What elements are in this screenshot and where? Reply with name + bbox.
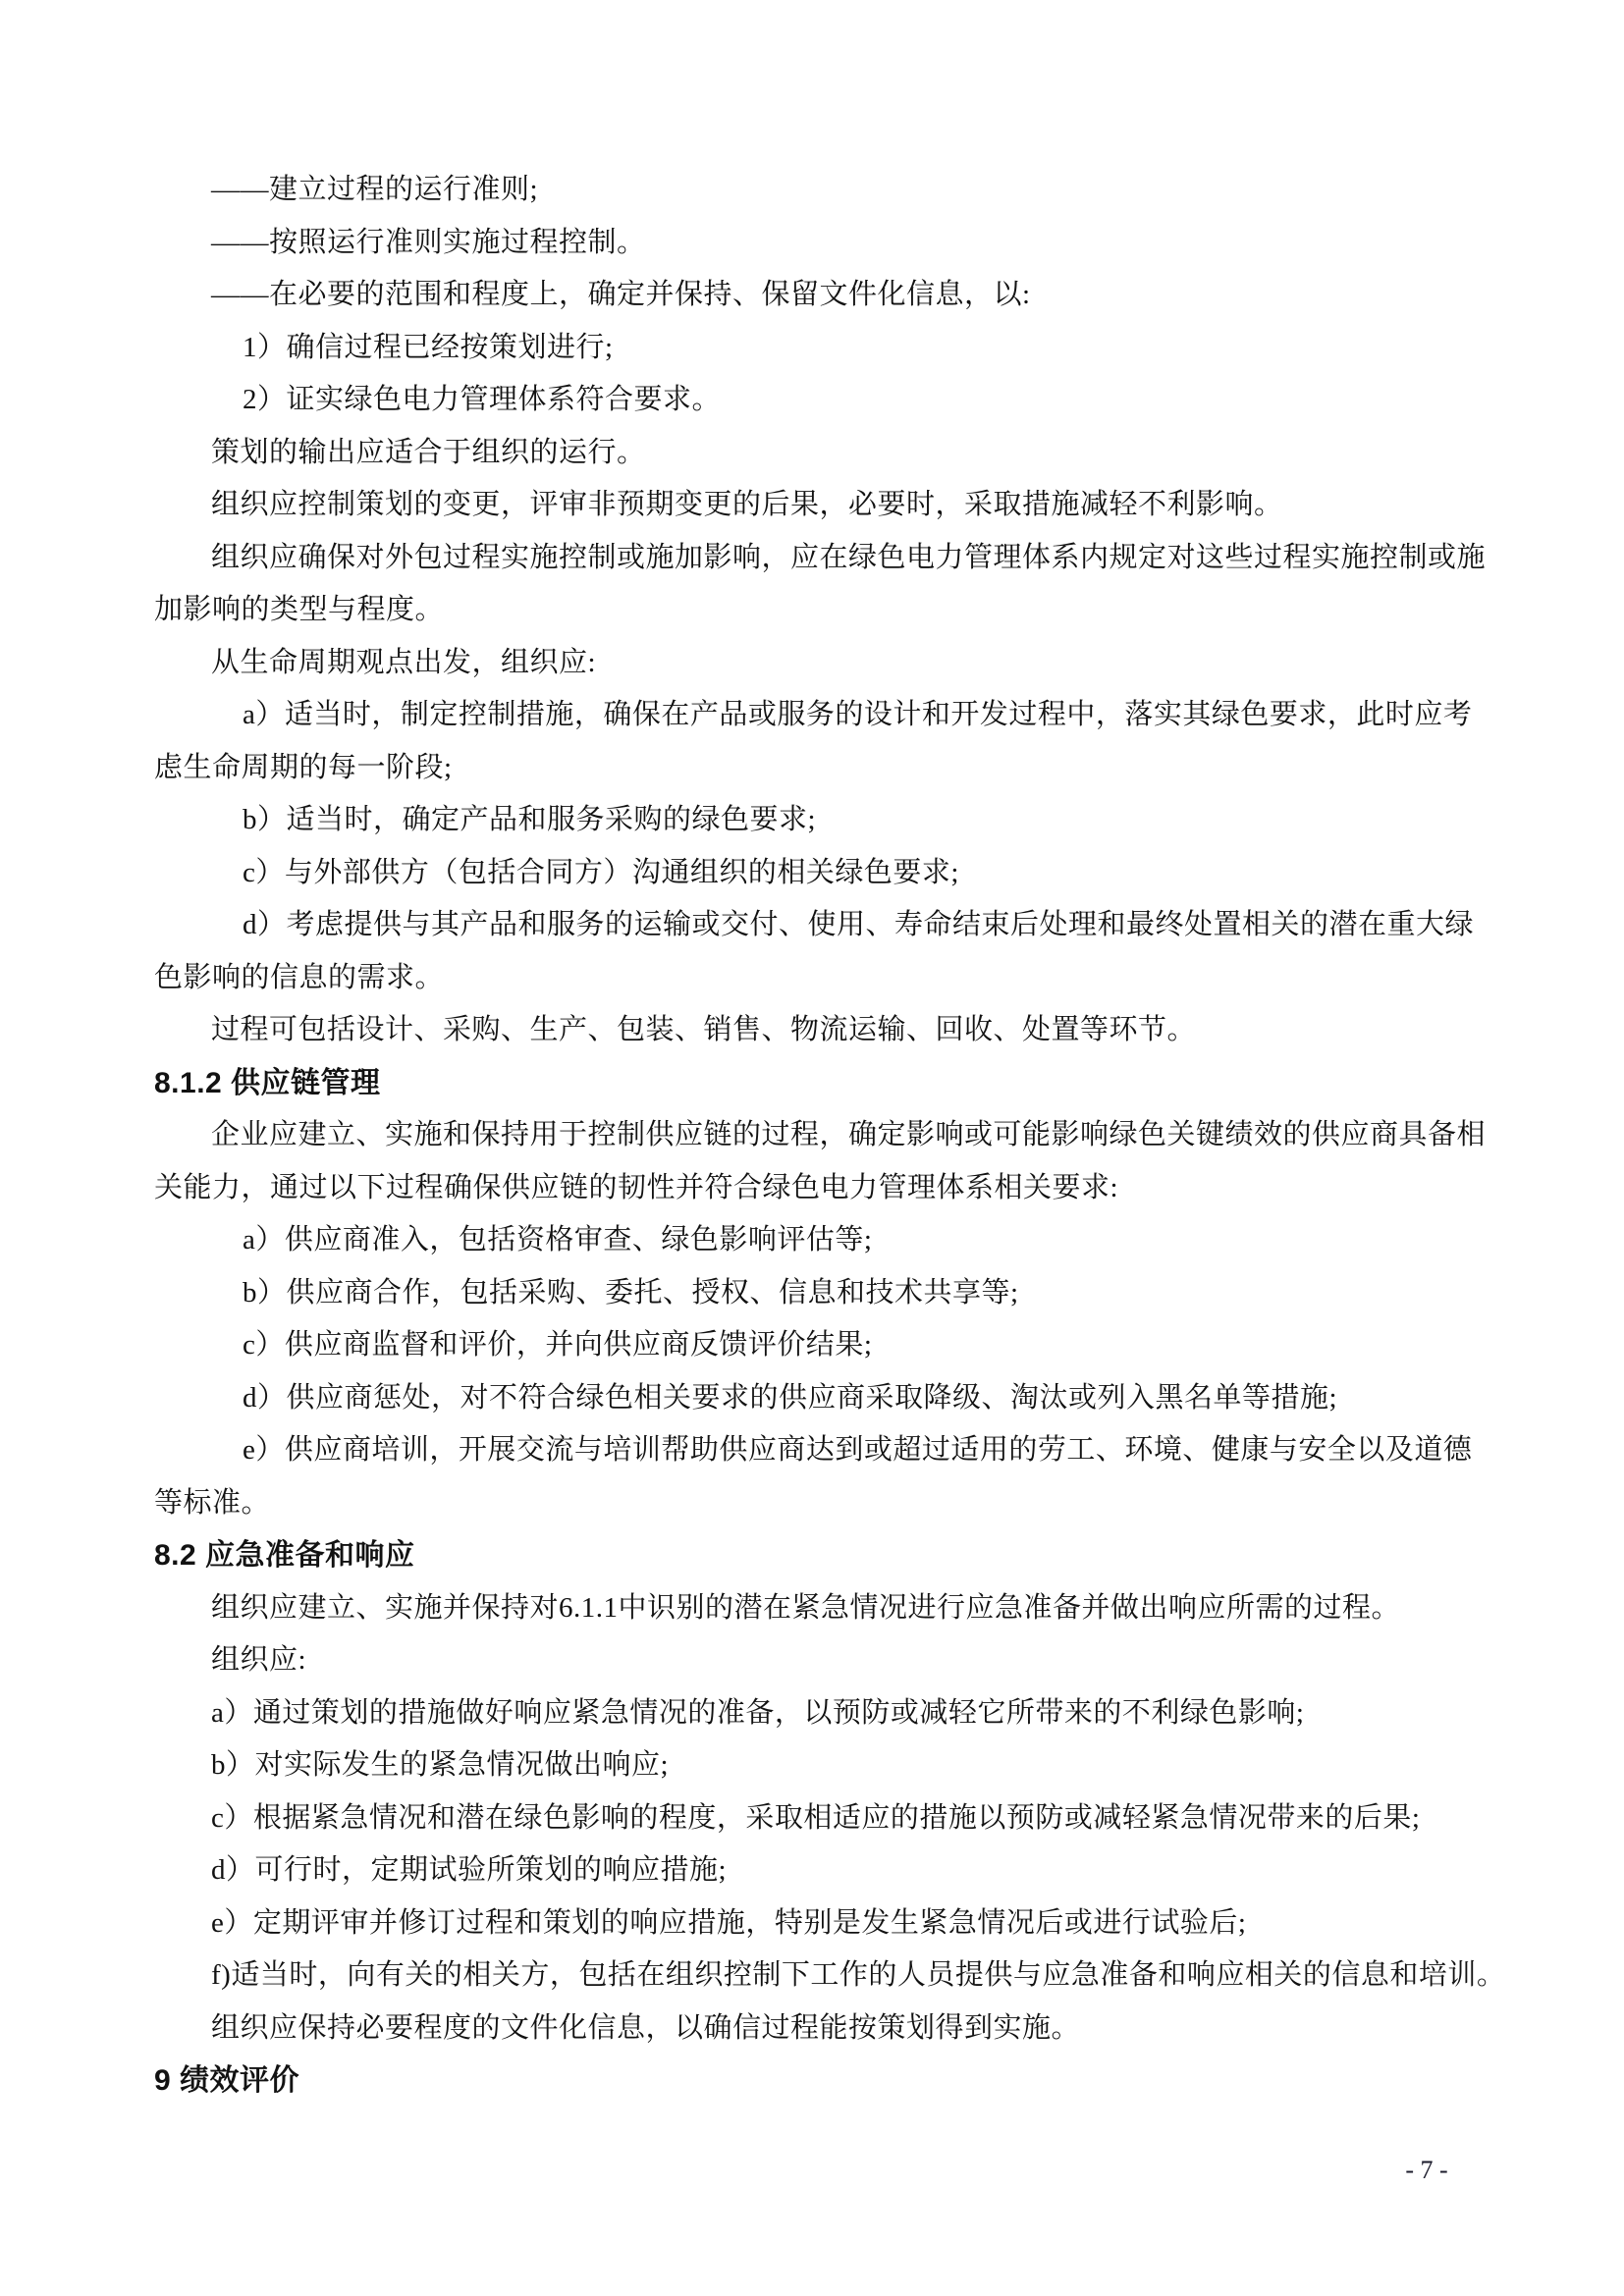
section-heading: 8.2 应急准备和响应 [154,1539,415,1572]
text-line: 组织应控制策划的变更，评审非预期变更的后果，必要时，采取措施减轻不利影响。 [211,489,1283,520]
text-line: 色影响的信息的需求。 [154,961,445,993]
text-line: 关能力，通过以下过程确保供应链的韧性并符合绿色电力管理体系相关要求: [154,1171,1119,1203]
text-line: 虑生命周期的每一阶段; [154,751,453,783]
text-line: 组织应: [211,1644,307,1676]
text-line: b）供应商合作，包括采购、委托、授权、信息和技术共享等; [243,1276,1019,1308]
text-line: a）供应商准入，包括资格审查、绿色影响评估等; [243,1224,873,1255]
text-line: ——建立过程的运行准则; [211,174,539,205]
text-line: f)适当时，向有关的相关方，包括在组织控制下工作的人员提供与应急准备和响应相关的信息和培训。 [211,1959,1506,1991]
text-line: e）供应商培训，开展交流与培训帮助供应商达到或超过适用的劳工、环境、健康与安全以及道德 [243,1434,1473,1466]
text-line: c）与外部供方（包括合同方）沟通组织的相关绿色要求; [243,856,959,888]
text-line: 加影响的类型与程度。 [154,594,445,625]
text-line: 组织应保持必要程度的文件化信息，以确信过程能按策划得到实施。 [211,2011,1081,2044]
text-line: a）通过策划的措施做好响应紧急情况的准备，以预防或减轻它所带来的不利绿色影响; [211,1696,1305,1729]
text-line: 从生命周期观点出发，组织应: [211,646,597,678]
section-heading: 9 绩效评价 [154,2064,300,2097]
text-line: ——按照运行准则实施过程控制。 [211,226,646,258]
text-line: b）适当时，确定产品和服务采购的绿色要求; [243,804,817,835]
text-line: ——在必要的范围和程度上，确定并保持、保留文件化信息，以: [211,279,1031,310]
text-line: c）供应商监督和评价，并向供应商反馈评价结果; [243,1329,873,1361]
text-line: b）对实际发生的紧急情况做出响应; [211,1749,670,1781]
text-line: 策划的输出应适合于组织的运行。 [211,436,646,468]
text-line: 组织应确保对外包过程实施控制或施加影响，应在绿色电力管理体系内规定对这些过程实施控制或施 [211,541,1487,573]
text-line: 1）确信过程已经按策划进行; [243,331,614,363]
text-line: c）根据紧急情况和潜在绿色影响的程度，采取相适应的措施以预防或减轻紧急情况带来的后果; [211,1801,1421,1834]
text-line: 等标准。 [154,1486,271,1519]
text-line: d）可行时，定期试验所策划的响应措施; [211,1854,728,1886]
document-body [154,164,1529,2108]
text-line: 过程可包括设计、采购、生产、包装、销售、物流运输、回收、处置等环节。 [211,1014,1197,1045]
text-line: 2）证实绿色电力管理体系符合要求。 [243,384,722,415]
page-number: - 7 - [1405,2156,1448,2184]
text-line: d）供应商惩处，对不符合绿色相关要求的供应商采取降级、淘汰或列入黑名单等措施; [243,1381,1338,1414]
text-line: e）定期评审并修订过程和策划的响应措施，特别是发生紧急情况后或进行试验后; [211,1906,1247,1939]
text-line: d）考虑提供与其产品和服务的运输或交付、使用、寿命结束后处理和最终处置相关的潜在重大绿 [243,909,1475,940]
text-line: 组织应建立、实施并保持对6.1.1中识别的潜在紧急情况进行应急准备并做出响应所需的过程。 [211,1591,1401,1624]
text-line: 企业应建立、实施和保持用于控制供应链的过程，确定影响或可能影响绿色关键绩效的供应商具备相 [211,1119,1487,1150]
text-line: a）适当时，制定控制措施，确保在产品或服务的设计和开发过程中，落实其绿色要求，此时应考 [243,699,1473,730]
section-heading: 8.1.2 供应链管理 [154,1066,381,1099]
